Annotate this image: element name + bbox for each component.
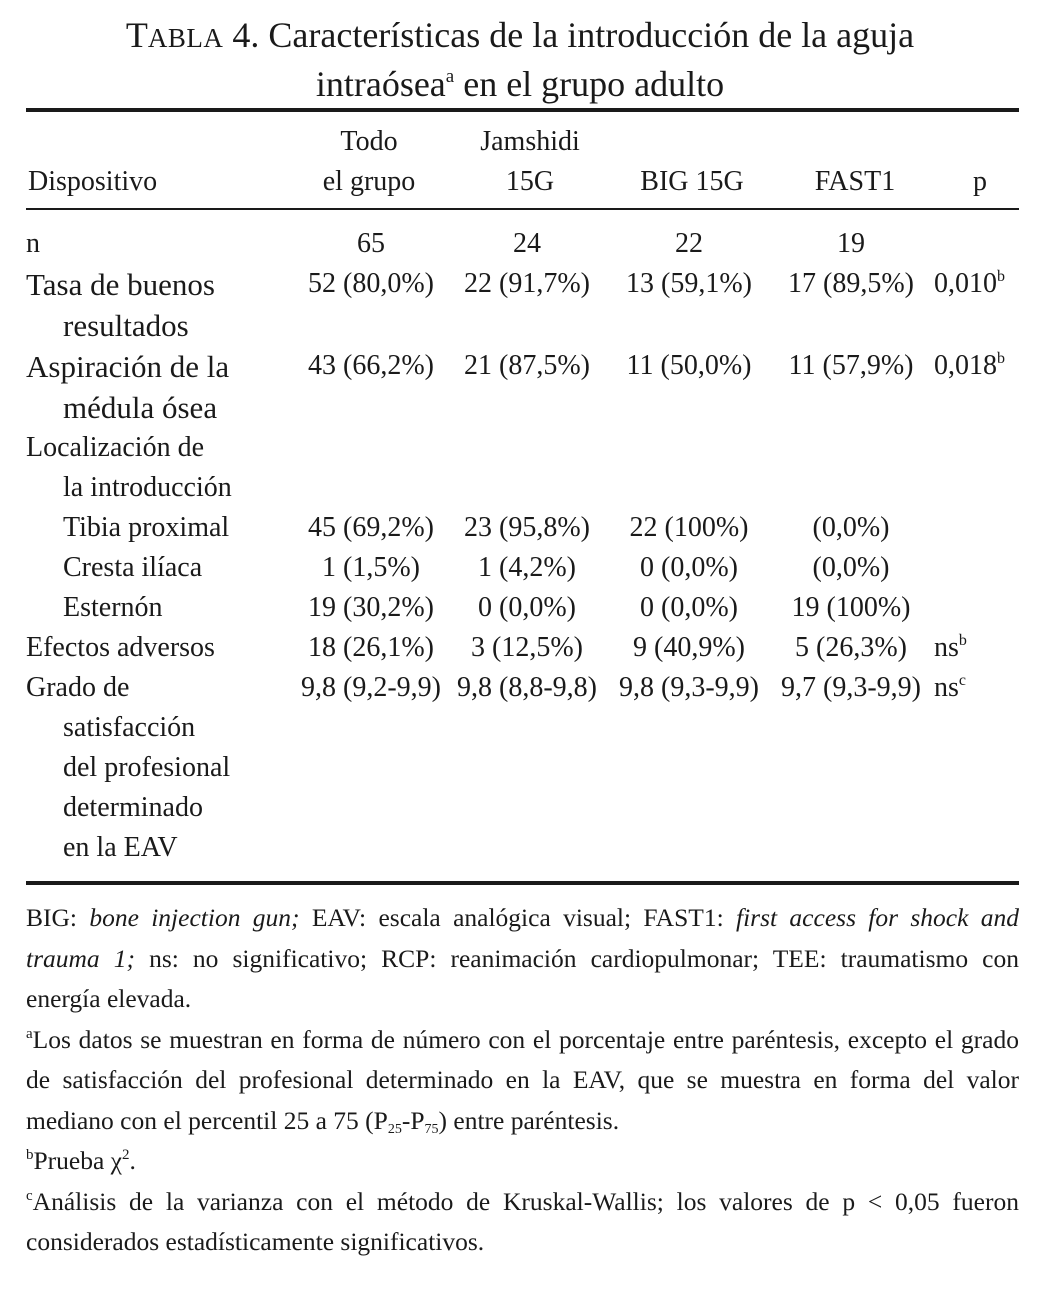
data-table xyxy=(26,224,1019,868)
cell-p xyxy=(932,548,1019,588)
cell-big: 9,8 (9,3-9,9) xyxy=(619,672,759,703)
row-label: Tibia proximal xyxy=(63,512,230,543)
table-row xyxy=(26,224,1019,264)
p-footnote-mark: c xyxy=(958,672,967,689)
bottom-rule xyxy=(26,881,1019,885)
cell-todo: 43 (66,2%) xyxy=(308,350,434,381)
row-label xyxy=(26,668,296,868)
cell-p xyxy=(932,668,1019,868)
cell-jamshidi: 3 (12,5%) xyxy=(471,632,583,663)
cell-fast1: 19 (100%) xyxy=(791,592,911,623)
row-label-line1: Aspiración de la xyxy=(26,349,230,384)
cell-p xyxy=(932,346,1019,428)
cell-p xyxy=(932,628,1019,668)
abbr-fast-def: first access for shock and trauma 1; xyxy=(26,903,1020,973)
cell-todo: 45 (69,2%) xyxy=(308,512,434,543)
table-row xyxy=(26,548,1019,588)
header-todo-line1: Todo xyxy=(340,126,398,157)
row-label-line2: resultados xyxy=(63,308,189,343)
top-rule xyxy=(26,108,1019,112)
footnote-c-text: Análisis de la varianza con el método de Kruskal-Wallis; los valores de p < 0,05 fueron considerados estadísticamente significativos. xyxy=(26,1186,1019,1256)
row-label-line4: determinado xyxy=(63,792,203,823)
footnote-b xyxy=(26,1141,1019,1182)
title-prefix-small: ABLA xyxy=(147,23,224,53)
table-row xyxy=(26,346,1019,428)
row-label: Esternón xyxy=(63,592,163,623)
footnote-c-mark: c xyxy=(26,1187,33,1204)
cell-todo: 9,8 (9,2-9,9) xyxy=(301,672,441,703)
title-text-line2-rest: en el grupo adulto xyxy=(454,64,725,104)
cell-todo: 65 xyxy=(357,228,385,259)
cell-jamshidi: 23 (95,8%) xyxy=(464,512,590,543)
cell-big: 13 (59,1%) xyxy=(626,268,752,299)
header-rule xyxy=(26,208,1019,210)
header-jamshidi-line1: Jamshidi xyxy=(480,126,580,157)
header-big: BIG 15G xyxy=(640,166,744,197)
table-row xyxy=(26,668,1019,868)
title-text-line1: 4. Características de la introducción de la aguja xyxy=(223,15,915,55)
p-value: ns xyxy=(934,672,959,703)
row-label: n xyxy=(26,228,40,259)
p-value: 0,018 xyxy=(934,350,997,381)
footnote-c xyxy=(26,1182,1019,1263)
title-footnote-mark: a xyxy=(445,66,455,87)
row-label: Cresta ilíaca xyxy=(63,552,203,583)
table-row xyxy=(26,428,1019,508)
table-row xyxy=(26,508,1019,548)
cell-jamshidi: 21 (87,5%) xyxy=(464,350,590,381)
footnote-a-sub1: 25 xyxy=(387,1121,402,1137)
table-title xyxy=(20,12,1020,107)
header-jamshidi-line2: 15G xyxy=(505,166,555,197)
footnote-b-sup: 2 xyxy=(122,1147,130,1163)
row-label: Efectos adversos xyxy=(26,632,215,663)
p-value: ns xyxy=(934,632,959,663)
abbr-big-def: bone injection gun; xyxy=(89,903,300,932)
row-label-line1: Grado de xyxy=(26,672,130,703)
footnote-abbreviations xyxy=(26,898,1019,1020)
table-row xyxy=(26,588,1019,628)
cell-jamshidi: 9,8 (8,8-9,8) xyxy=(457,672,597,703)
table-title-line2 xyxy=(20,61,1020,107)
cell-p xyxy=(932,224,1019,264)
cell-big: 22 (100%) xyxy=(629,512,749,543)
p-footnote-mark: b xyxy=(997,268,1005,285)
row-label-line1: Localización de xyxy=(26,432,205,463)
cell-fast1: (0,0%) xyxy=(812,512,890,543)
cell-jamshidi: 0 (0,0%) xyxy=(478,592,576,623)
cell-jamshidi: 1 (4,2%) xyxy=(478,552,576,583)
row-label xyxy=(26,264,296,346)
footnote-b-mark: b xyxy=(26,1147,34,1163)
header-dispositivo: Dispositivo xyxy=(28,166,158,197)
row-label-line3: del profesional xyxy=(63,752,231,783)
cell-p xyxy=(932,508,1019,548)
abbr-eav: EAV: escala analógica visual; FAST1: xyxy=(299,903,737,932)
cell-todo: 19 (30,2%) xyxy=(308,592,434,623)
footnotes xyxy=(26,898,1019,1263)
row-label-line1: Tasa de buenos xyxy=(26,267,215,302)
p-footnote-mark: b xyxy=(997,350,1005,367)
cell-jamshidi: 22 (91,7%) xyxy=(464,268,590,299)
row-label xyxy=(26,346,296,428)
cell-fast1: (0,0%) xyxy=(812,552,890,583)
cell-fast1: 9,7 (9,3-9,9) xyxy=(781,672,921,703)
cell-big: 0 (0,0%) xyxy=(640,552,738,583)
title-text-line2-main: intraósea xyxy=(315,64,446,104)
cell-big: 9 (40,9%) xyxy=(633,632,745,663)
p-value: 0,010 xyxy=(934,268,997,299)
row-label xyxy=(26,428,296,508)
cell-fast1: 11 (57,9%) xyxy=(788,350,914,381)
cell-big: 22 xyxy=(675,228,703,259)
row-label-line2: la introducción xyxy=(63,472,232,503)
cell-todo: 1 (1,5%) xyxy=(322,552,420,583)
abbr-rest: ns: no significativo; RCP: reanimación cardiopulmonar; TEE: traumatismo con energía elevada. xyxy=(26,943,1019,1013)
header-fast1: FAST1 xyxy=(814,166,896,197)
footnote-a-sub2: 75 xyxy=(424,1121,439,1137)
cell-fast1: 5 (26,3%) xyxy=(795,632,907,663)
cell-p xyxy=(932,588,1019,628)
p-footnote-mark: b xyxy=(958,632,967,649)
header-todo-line2: el grupo xyxy=(322,166,416,197)
table-row xyxy=(26,628,1019,668)
cell-jamshidi: 24 xyxy=(513,228,541,259)
row-label-line2: satisfacción xyxy=(63,712,196,743)
cell-fast1: 17 (89,5%) xyxy=(788,268,914,299)
cell-todo: 18 (26,1%) xyxy=(308,632,434,663)
footnote-a-mark: a xyxy=(26,1025,33,1042)
footnote-a xyxy=(26,1020,1019,1142)
row-label-line2: médula ósea xyxy=(63,390,218,425)
cell-todo: 52 (80,0%) xyxy=(308,268,434,299)
title-prefix-cap: T xyxy=(125,15,148,55)
footnote-a-text2: ) entre paréntesis. xyxy=(438,1105,620,1135)
footnote-b-text: Prueba χ xyxy=(33,1146,123,1175)
cell-big: 0 (0,0%) xyxy=(640,592,738,623)
footnote-a-text1: Los datos se muestran en forma de número con el porcentaje entre paréntesis, excepto el grado de satisfacción del profesional determinado en la EAV, que se muestra en forma del valor mediano con el percentil 25 a 75 (P xyxy=(26,1024,1019,1135)
abbr-big-label: BIG: xyxy=(26,903,90,932)
cell-fast1: 19 xyxy=(837,228,865,259)
footnote-a-dash: -P xyxy=(401,1105,425,1135)
cell-p xyxy=(932,264,1019,346)
cell-big: 11 (50,0%) xyxy=(626,350,752,381)
footnote-b-end: . xyxy=(129,1146,136,1175)
table-row xyxy=(26,264,1019,346)
header-p: p xyxy=(973,166,987,197)
row-label-line5: en la EAV xyxy=(63,832,178,863)
table-title-line1 xyxy=(20,12,1020,61)
